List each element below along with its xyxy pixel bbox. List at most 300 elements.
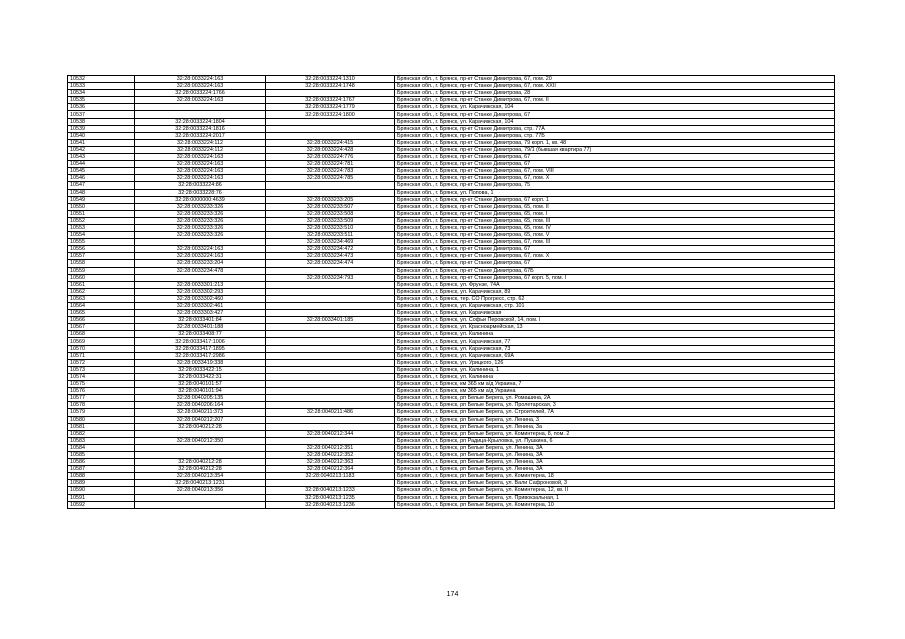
table-row [68,139,835,146]
row-number-cell: 10538 [68,118,135,125]
object-cadastral-number-cell: 32:28:0033233:508 [266,210,395,217]
table-row [68,366,835,373]
table-row [68,295,835,302]
address-cell: Брянская обл., г. Брянск, ул. Карачижская, стр. 101 [395,303,835,310]
table-row [68,409,835,416]
object-cadastral-number-cell [266,423,395,430]
address-cell: Брянская обл., г. Брянск, пр-кт Станке Димитрова, 67 [395,161,835,168]
land-cadastral-number-cell: 32:28:0040101:94 [135,388,266,395]
row-number-cell: 10576 [68,388,135,395]
row-number-cell: 10539 [68,125,135,132]
address-cell: Брянская обл., г. Брянск, пр-кт Станке Димитрова, 67, пом. Х [395,253,835,260]
row-number-cell: 10562 [68,288,135,295]
address-cell: Брянская обл., г. Брянск, пр-кт Станке Димитрова, 28 [395,90,835,97]
object-cadastral-number-cell: 32:28:0033234:472 [266,246,395,253]
row-number-cell: 10549 [68,196,135,203]
row-number-cell: 10543 [68,154,135,161]
table-row [68,494,835,501]
address-cell: Брянская обл., г. Брянск, пр-кт Станке Димитрова, 67, пом. 20 [395,76,835,83]
table-row [68,217,835,224]
table-row [68,480,835,487]
table-row [68,203,835,210]
table-row [68,239,835,246]
land-cadastral-number-cell: 32:28:0033408:77 [135,331,266,338]
row-number-cell: 10544 [68,161,135,168]
land-cadastral-number-cell: 32:28:0033233:204 [135,260,266,267]
table-row [68,104,835,111]
land-cadastral-number-cell [135,104,266,111]
address-cell: Брянская обл., г. Брянск, пр-кт Станке Димитрова, 67, пом. II [395,97,835,104]
address-cell: Брянская обл., г. Брянск, тер. СО Прогресс, стр. 62 [395,295,835,302]
table-row [68,373,835,380]
land-cadastral-number-cell: 32:28:0000000:4639 [135,196,266,203]
address-cell: Брянская обл., г. Брянск, пр-кт Станке Димитрова, 67, пом. III [395,239,835,246]
land-cadastral-number-cell: 32:28:0033419:338 [135,359,266,366]
land-cadastral-number-cell: 32:28:0040213:1231 [135,480,266,487]
object-cadastral-number-cell [266,125,395,132]
table-row [68,224,835,231]
object-cadastral-number-cell: 32:28:0033224:1779 [266,104,395,111]
table-row [68,111,835,118]
address-cell: Брянская обл., г. Брянск, пр-кт Станке Димитрова, 65, пом. II [395,203,835,210]
object-cadastral-number-cell [266,373,395,380]
table-row [68,97,835,104]
row-number-cell: 10551 [68,210,135,217]
row-number-cell: 10537 [68,111,135,118]
address-cell: Брянская обл., г. Брянск, рп Белые Берега, ул. Коминтерна, 8, пом. 2 [395,430,835,437]
land-cadastral-number-cell: 32:28:0033233:326 [135,217,266,224]
table-row [68,381,835,388]
table-row [68,359,835,366]
object-cadastral-number-cell: 32:28:0033224:783 [266,168,395,175]
land-cadastral-number-cell: 32:28:0033224:112 [135,139,266,146]
land-cadastral-number-cell: 32:28:0033302:460 [135,295,266,302]
row-number-cell: 10575 [68,381,135,388]
address-cell: Брянская обл., г. Брянск, пр-кт Станке Димитрова, 79/1 (бывшая квартира 77) [395,146,835,153]
address-cell: Брянская обл., г. Брянск, ул. Карачижская, 77 [395,338,835,345]
row-number-cell: 10583 [68,437,135,444]
address-cell: Брянская обл., г. Брянск, рп Белые Берега, ул. Вали Сафроновой, 3 [395,480,835,487]
table-row [68,331,835,338]
table-row [68,154,835,161]
address-cell: Брянская обл., г. Брянск, рп Белые Берега, ул. Ромашина, 2А [395,395,835,402]
address-cell: Брянская обл., г. Брянск, ул. Калинина, 1 [395,366,835,373]
object-cadastral-number-cell [266,182,395,189]
row-number-cell: 10564 [68,303,135,310]
table-row [68,473,835,480]
row-number-cell: 10535 [68,97,135,104]
object-cadastral-number-cell: 32:28:0033224:428 [266,146,395,153]
row-number-cell: 10574 [68,373,135,380]
object-cadastral-number-cell: 32:28:0033234:469 [266,239,395,246]
table-row [68,324,835,331]
table-row [68,196,835,203]
address-cell: Брянская обл., г. Брянск, ул. Карачижская, 69А [395,352,835,359]
land-cadastral-number-cell: 32:28:0033224:163 [135,246,266,253]
row-number-cell: 10569 [68,338,135,345]
row-number-cell: 10559 [68,267,135,274]
address-cell: Брянская обл., г. Брянск, пр-кт Станке Димитрова, 67, пом. Х [395,175,835,182]
land-cadastral-number-cell: 32:28:0040211:373 [135,409,266,416]
row-number-cell: 10570 [68,345,135,352]
land-cadastral-number-cell: 32:28:0033301:213 [135,281,266,288]
land-cadastral-number-cell: 32:28:0033224:1766 [135,90,266,97]
address-cell: Брянская обл., г. Брянск, рп Белые Берега, ул. Ленина, 3А [395,466,835,473]
address-cell: Брянская обл., г. Брянск, пр-кт Станке Димитрова, 67 [395,246,835,253]
table-row [68,317,835,324]
land-cadastral-number-cell: 32:28:0033417:1006 [135,338,266,345]
land-cadastral-number-cell: 32:28:0033224:163 [135,175,266,182]
address-cell: Брянская обл., г. Брянск, ул. Карачижская, 89 [395,288,835,295]
row-number-cell: 10541 [68,139,135,146]
object-cadastral-number-cell [266,267,395,274]
land-cadastral-number-cell: 32:28:0040212:350 [135,437,266,444]
address-cell: Брянская обл., г. Брянск, рп Белые Берега, ул. Ленина, 3А [395,451,835,458]
land-cadastral-number-cell: 32:28:0033224:163 [135,168,266,175]
address-cell: Брянская обл., г. Брянск, пр-кт Станке Димитрова, 75 [395,182,835,189]
address-cell: Брянская обл., г. Брянск, пр-кт Станке Димитрова, стр. 77А [395,125,835,132]
land-cadastral-number-cell: 32:28:0040101:57 [135,381,266,388]
row-number-cell: 10565 [68,310,135,317]
table-row [68,83,835,90]
object-cadastral-number-cell: 32:28:0040213:1183 [266,473,395,480]
land-cadastral-number-cell: 32:28:0040206:164 [135,402,266,409]
table-row [68,338,835,345]
row-number-cell: 10588 [68,473,135,480]
object-cadastral-number-cell [266,416,395,423]
row-number-cell: 10546 [68,175,135,182]
table-row [68,189,835,196]
address-cell: Брянская обл., г. Брянск, ул. Урицкого, 126 [395,359,835,366]
land-cadastral-number-cell: 32:28:0033401:188 [135,324,266,331]
table-row [68,175,835,182]
address-cell: Брянская обл., г. Брянск, ул. Красноармейская, 13 [395,324,835,331]
row-number-cell: 10592 [68,501,135,508]
table-row [68,444,835,451]
table-row [68,303,835,310]
land-cadastral-number-cell: 32:28:0040212:28 [135,423,266,430]
land-cadastral-number-cell: 32:28:0033233:326 [135,232,266,239]
table-row [68,430,835,437]
object-cadastral-number-cell [266,402,395,409]
table-row [68,260,835,267]
object-cadastral-number-cell: 32:28:0033401:185 [266,317,395,324]
address-cell: Брянская обл., г. Брянск, ул. Карачижская, 104 [395,104,835,111]
land-cadastral-number-cell: 32:28:0033224:163 [135,97,266,104]
address-cell: Брянская обл., г. Брянск, рп Белые Берега, ул. Привокзальная, 1 [395,494,835,501]
table-row [68,253,835,260]
address-cell: Брянская обл., г. Брянск, ул. Фрунзе, 74А [395,281,835,288]
row-number-cell: 10587 [68,466,135,473]
table-row [68,466,835,473]
table-row [68,274,835,281]
object-cadastral-number-cell [266,281,395,288]
object-cadastral-number-cell: 32:28:0033234:474 [266,260,395,267]
address-cell: Брянская обл., г. Брянск, пр-кт Станке Димитрова, 65, пом. V [395,232,835,239]
row-number-cell: 10571 [68,352,135,359]
object-cadastral-number-cell [266,480,395,487]
row-number-cell: 10572 [68,359,135,366]
row-number-cell: 10540 [68,132,135,139]
land-cadastral-number-cell [135,239,266,246]
table-row [68,146,835,153]
object-cadastral-number-cell [266,345,395,352]
address-cell: Брянская обл., г. Брянск, пр-кт Станке Димитрова, 65, пом. I [395,210,835,217]
object-cadastral-number-cell: 32:28:0040211:486 [266,409,395,416]
address-cell: Брянская обл., г. Брянск, км 365 км а/д Украина, 7 [395,381,835,388]
object-cadastral-number-cell: 32:28:0040213:1236 [266,501,395,508]
address-cell: Брянская обл., г. Брянск, рп Белые Берега, ул. Коминтерна, 12, кв. II [395,487,835,494]
object-cadastral-number-cell: 32:28:0033224:415 [266,139,395,146]
object-cadastral-number-cell [266,381,395,388]
row-number-cell: 10567 [68,324,135,331]
object-cadastral-number-cell [266,295,395,302]
land-cadastral-number-cell: 32:28:0040213:356 [135,487,266,494]
address-cell: Брянская обл., г. Брянск, рп Белые Берега, ул. Ленина, 3а [395,423,835,430]
row-number-cell: 10557 [68,253,135,260]
address-cell: Брянская обл., г. Брянск, рп Белые Берега, ул. Ленина, 3А [395,444,835,451]
row-number-cell: 10584 [68,444,135,451]
table-row [68,210,835,217]
land-cadastral-number-cell: 32:28:0033303:427 [135,310,266,317]
address-cell: Брянская обл., г. Брянск, пр-кт Станке Димитрова, 67 корп. 5, пом. I [395,274,835,281]
object-cadastral-number-cell [266,437,395,444]
row-number-cell: 10558 [68,260,135,267]
address-cell: Брянская обл., г. Брянск, ул. Карачижская, 73 [395,345,835,352]
object-cadastral-number-cell: 32:28:0033233:510 [266,224,395,231]
land-cadastral-number-cell: 32:28:0033417:1895 [135,345,266,352]
object-cadastral-number-cell [266,366,395,373]
row-number-cell: 10577 [68,395,135,402]
object-cadastral-number-cell [266,303,395,310]
land-cadastral-number-cell [135,451,266,458]
row-number-cell: 10581 [68,423,135,430]
address-cell: Брянская обл., г. Брянск, пр-кт Станке Димитрова, 67, пом. VIII [395,168,835,175]
row-number-cell: 10553 [68,224,135,231]
land-cadastral-number-cell [135,111,266,118]
land-cadastral-number-cell: 32:28:0033224:2017 [135,132,266,139]
address-cell: Брянская обл., г. Брянск, ул. Софьи Перовской, 14, пом. I [395,317,835,324]
table-row [68,125,835,132]
object-cadastral-number-cell [266,331,395,338]
land-cadastral-number-cell: 32:28:0033224:163 [135,154,266,161]
table-row [68,168,835,175]
object-cadastral-number-cell: 32:28:0040212:352 [266,451,395,458]
object-cadastral-number-cell: 32:28:0033234:473 [266,253,395,260]
address-cell: Брянская обл., г. Брянск, пр-кт Станке Димитрова, 67 [395,154,835,161]
land-cadastral-number-cell: 32:28:0040213:354 [135,473,266,480]
land-cadastral-number-cell: 32:28:0033224:163 [135,83,266,90]
table-row [68,281,835,288]
object-cadastral-number-cell: 32:28:0033233:507 [266,203,395,210]
table-row [68,76,835,83]
address-cell: Брянская обл., г. Брянск, рп Радица-Крыловка, ул. Пушкина, 6 [395,437,835,444]
table-row [68,288,835,295]
address-cell: Брянская обл., г. Брянск, ул. Калинина [395,373,835,380]
row-number-cell: 10548 [68,189,135,196]
object-cadastral-number-cell [266,132,395,139]
land-cadastral-number-cell: 32:28:0033228:76 [135,189,266,196]
row-number-cell: 10536 [68,104,135,111]
row-number-cell: 10550 [68,203,135,210]
object-cadastral-number-cell: 32:28:0040213:1233 [266,487,395,494]
object-cadastral-number-cell [266,324,395,331]
table-row [68,161,835,168]
land-cadastral-number-cell: 32:28:0033224:163 [135,161,266,168]
table-row [68,437,835,444]
row-number-cell: 10566 [68,317,135,324]
table-row [68,501,835,508]
object-cadastral-number-cell: 32:28:0040212:363 [266,459,395,466]
row-number-cell: 10590 [68,487,135,494]
table-row [68,423,835,430]
object-cadastral-number-cell: 32:28:0040212:351 [266,444,395,451]
row-number-cell: 10573 [68,366,135,373]
document-sheet [67,75,835,509]
row-number-cell: 10542 [68,146,135,153]
object-cadastral-number-cell: 32:28:0033224:781 [266,161,395,168]
land-cadastral-number-cell: 32:28:0033224:86 [135,182,266,189]
row-number-cell: 10560 [68,274,135,281]
address-cell: Брянская обл., г. Брянск, рп Белые Берега, ул. Пролетарская, 3 [395,402,835,409]
table-row [68,246,835,253]
row-number-cell: 10554 [68,232,135,239]
object-cadastral-number-cell [266,388,395,395]
land-cadastral-number-cell: 32:28:0033422:31 [135,373,266,380]
address-cell: Брянская обл., г. Брянск, пр-кт Станке Димитрова, 65, пом. IV [395,224,835,231]
table-row [68,232,835,239]
table-row [68,395,835,402]
object-cadastral-number-cell: 32:28:0033233:509 [266,217,395,224]
address-cell: Брянская обл., г. Брянск, пр-кт Станке Димитрова, стр. 77Б [395,132,835,139]
object-cadastral-number-cell [266,395,395,402]
land-cadastral-number-cell: 32:28:0040212:207 [135,416,266,423]
address-cell: Брянская обл., г. Брянск, ул. Калинина [395,331,835,338]
row-number-cell: 10580 [68,416,135,423]
object-cadastral-number-cell: 32:28:0033224:1748 [266,83,395,90]
object-cadastral-number-cell: 32:28:0040212:364 [266,466,395,473]
table-row [68,310,835,317]
table-row [68,182,835,189]
object-cadastral-number-cell [266,352,395,359]
object-cadastral-number-cell: 32:28:0033224:1800 [266,111,395,118]
object-cadastral-number-cell: 32:28:0033234:793 [266,274,395,281]
table-row [68,132,835,139]
object-cadastral-number-cell: 32:28:0033224:1767 [266,97,395,104]
land-cadastral-number-cell: 32:28:0033234:478 [135,267,266,274]
land-cadastral-number-cell: 32:28:0033401:84 [135,317,266,324]
land-cadastral-number-cell: 32:28:0033224:1804 [135,118,266,125]
address-cell: Брянская обл., г. Брянск, рп Белые Берега, ул. Ленина, 3А [395,459,835,466]
address-cell: Брянская обл., г. Брянск, рп Белые Берега, ул. Ленина, 3 [395,416,835,423]
table-row [68,352,835,359]
address-cell: Брянская обл., г. Брянск, рп Белые Берега, ул. Строителей, 7А [395,409,835,416]
address-cell: Брянская обл., г. Брянск, рп Белые Берега, ул. Коминтерна, 10 [395,501,835,508]
land-cadastral-number-cell [135,494,266,501]
row-number-cell: 10586 [68,459,135,466]
land-cadastral-number-cell [135,501,266,508]
land-cadastral-number-cell [135,430,266,437]
land-cadastral-number-cell: 32:28:0033224:1816 [135,125,266,132]
table-row [68,451,835,458]
address-cell: Брянская обл., г. Брянск, ул. Карачижская [395,310,835,317]
object-cadastral-number-cell [266,310,395,317]
row-number-cell: 10589 [68,480,135,487]
registry-table [67,75,835,509]
address-cell: Брянская обл., г. Брянск, ул. Карачижская, 104 [395,118,835,125]
object-cadastral-number-cell: 32:28:0033224:1310 [266,76,395,83]
address-cell: Брянская обл., г. Брянск, пр-кт Станке Димитрова, 67 [395,111,835,118]
row-number-cell: 10545 [68,168,135,175]
land-cadastral-number-cell: 32:28:0033224:163 [135,76,266,83]
land-cadastral-number-cell: 32:28:0033417:2986 [135,352,266,359]
table-row [68,90,835,97]
address-cell: Брянская обл., г. Брянск, пр-кт Станке Димитрова, 67, пом. XXII [395,83,835,90]
object-cadastral-number-cell [266,359,395,366]
object-cadastral-number-cell [266,338,395,345]
row-number-cell: 10556 [68,246,135,253]
land-cadastral-number-cell [135,274,266,281]
address-cell: Брянская обл., г. Брянск, пр-кт Станке Димитрова, 79 корп. 1, кв. 48 [395,139,835,146]
land-cadastral-number-cell: 32:28:0033302:293 [135,288,266,295]
table-row [68,416,835,423]
row-number-cell: 10532 [68,76,135,83]
object-cadastral-number-cell: 32:28:0033233:511 [266,232,395,239]
address-cell: Брянская обл., г. Брянск, пр-кт Станке Димитрова, 65, пом. III [395,217,835,224]
object-cadastral-number-cell: 32:28:0040212:344 [266,430,395,437]
table-row [68,459,835,466]
land-cadastral-number-cell [135,444,266,451]
object-cadastral-number-cell: 32:28:0033233:205 [266,196,395,203]
row-number-cell: 10534 [68,90,135,97]
table-row [68,388,835,395]
row-number-cell: 10585 [68,451,135,458]
address-cell: Брянская обл., г. Брянск, ул. Попова, 1 [395,189,835,196]
row-number-cell: 10582 [68,430,135,437]
object-cadastral-number-cell [266,189,395,196]
row-number-cell: 10552 [68,217,135,224]
land-cadastral-number-cell: 32:28:0033233:326 [135,203,266,210]
land-cadastral-number-cell: 32:28:0033422:15 [135,366,266,373]
land-cadastral-number-cell: 32:28:0040212:28 [135,459,266,466]
land-cadastral-number-cell: 32:28:0040212:28 [135,466,266,473]
row-number-cell: 10568 [68,331,135,338]
table-row [68,487,835,494]
table-row [68,267,835,274]
row-number-cell: 10561 [68,281,135,288]
registry-table-body [68,76,835,509]
address-cell: Брянская обл., г. Брянск, пр-кт Станке Димитрова, 67Б [395,267,835,274]
page-number: 174 [446,591,459,598]
address-cell: Брянская обл., г. Брянск, рп Белые Берега, ул. Коминтерна, 18 [395,473,835,480]
table-row [68,118,835,125]
address-cell: Брянская обл., г. Брянск, км 365 км а/д Украина [395,388,835,395]
row-number-cell: 10547 [68,182,135,189]
row-number-cell: 10533 [68,83,135,90]
row-number-cell: 10578 [68,402,135,409]
object-cadastral-number-cell: 32:28:0033224:776 [266,154,395,161]
object-cadastral-number-cell [266,90,395,97]
land-cadastral-number-cell: 32:28:0033233:326 [135,224,266,231]
row-number-cell: 10579 [68,409,135,416]
row-number-cell: 10555 [68,239,135,246]
address-cell: Брянская обл., г. Брянск, пр-кт Станке Димитрова, 67 корп. 1 [395,196,835,203]
object-cadastral-number-cell [266,288,395,295]
object-cadastral-number-cell [266,118,395,125]
table-row [68,345,835,352]
land-cadastral-number-cell: 32:28:0033233:326 [135,210,266,217]
land-cadastral-number-cell: 32:28:0040205:135 [135,395,266,402]
